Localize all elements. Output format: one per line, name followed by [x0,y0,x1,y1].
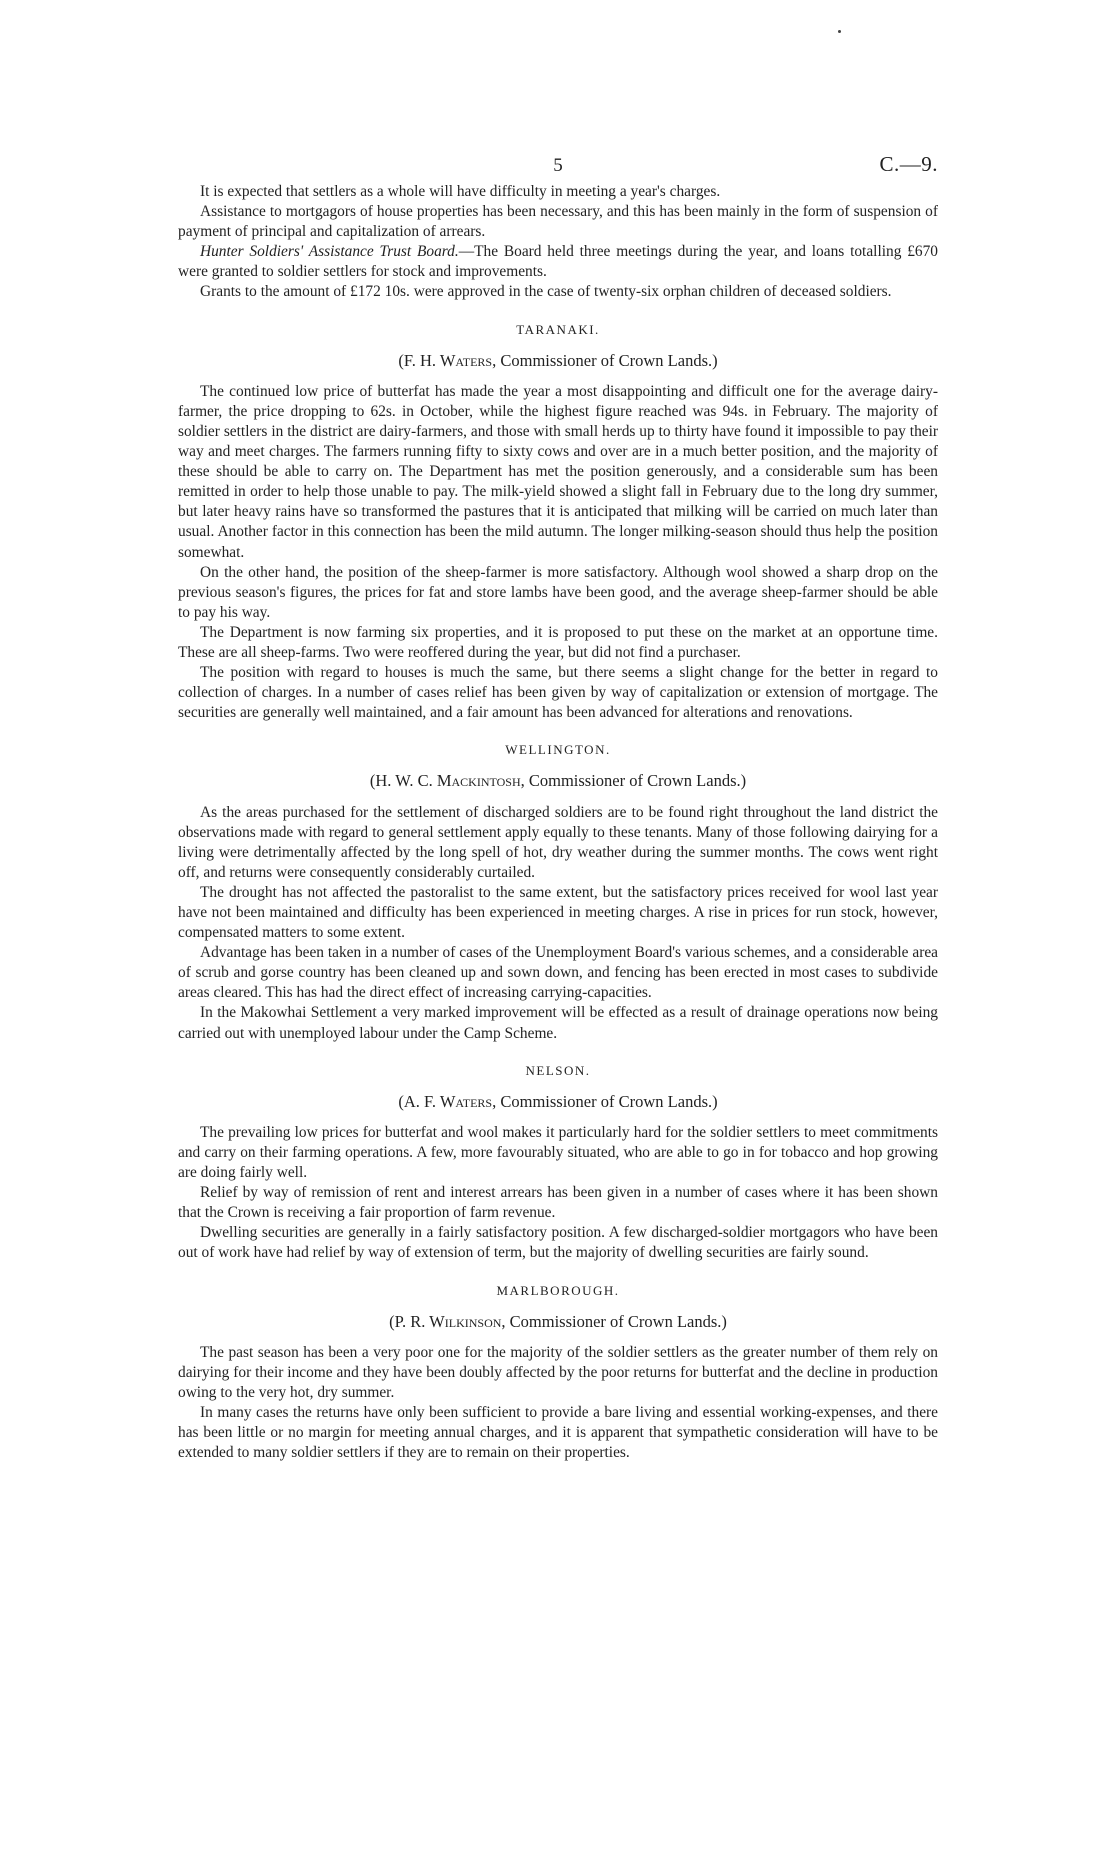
page-header [178,148,938,182]
commissioner-line: (P. R. Wilkinson, Commissioner of Crown Lands.) [389,1311,727,1331]
commissioner-line: (F. H. Waters, Commissioner of Crown Lands.) [398,350,718,370]
trust-board-text: —The Board held three meetings during the year, and loans totalling £670 were granted to soldier settlers for stock and improvements. [178,243,938,281]
document-page [178,148,938,1463]
body-paragraph: In the Makowhai Settlement a very marked improvement will be effected as a result of drainage operations now being carried out with unemployed labour under the Camp Scheme. [178,1004,938,1042]
ink-speck [838,30,841,33]
district-heading-taranaki: TARANAKI. [516,321,600,337]
district-heading-marlborough: MARLBOROUGH. [496,1282,620,1298]
trust-board-title: Hunter Soldiers' Assistance Trust Board. [200,243,459,261]
body-paragraph: Advantage has been taken in a number of cases of the Unemployment Board's various schemes, and a considerable area of scrub and gorse country has been cleaned up and sown down, and fencing has been erected in most cases to subdivide areas cleared. This has had the direct effect of increasing carrying-capacities. [178,944,938,1002]
body-paragraph: In many cases the returns have only been sufficient to provide a bare living and essential working-expenses, and there has been little or no margin for meeting annual charges, and it is apparent that sympathetic consideration will have to be extended to many soldier settlers if they are to remain on their properties. [178,1403,938,1462]
commissioner-name: P. R. Wilkinson [394,1311,502,1331]
body-paragraph: The continued low price of butterfat has made the year a most disappointing and difficult one for the average dairy-farmer, the price dropping to 62s. in October, while the highest figure reached was 94s. in February. The majority of soldier settlers in the district are dairy-farmers, and those with small herds up to thirty have found it impossible to pay their way and meet charges. The farmers running fifty to sixty cows and over are in a much better position, and the majority of these should be able to carry on. The Department has met the position generously, and a considerable sum has been remitted in order to help those unable to pay. The milk-yield showed a slight fall in February due to the long dry summer, but later heavy rains have so transformed the pastures that it is anticipated that milking will be carried on much later than usual. Another factor in this connection has been the mild autumn. The longer milking-season should thus help the position somewhat. [178,382,938,561]
page-number: 5 [553,155,563,176]
intro-paragraph: Assistance to mortgagors of house properties has been necessary, and this has been mainly in the form of suspension of payment of principal and capitalization of arrears. [178,203,938,241]
intro-paragraph: Grants to the amount of £172 10s. were approved in the case of twenty-six orphan children of deceased soldiers. [200,283,892,301]
body-paragraph: On the other hand, the position of the sheep-farmer is more satisfactory. Although wool showed a sharp drop on the previous season's figures, the prices for fat and store lambs have been good, and the average sheep-farmer should be able to pay his way. [178,563,938,621]
body-paragraph: Relief by way of remission of rent and interest arrears has been given in a number of cases where it has been shown that the Crown is receiving a fair proportion of farm revenue. [178,1184,938,1222]
commissioner-line: (H. W. C. Mackintosh, Commissioner of Crown Lands.) [369,771,747,791]
commissioner-name: F. H. Waters [403,350,493,370]
body-paragraph: The past season has been a very poor one for the majority of the soldier settlers as the greater number of them rely on dairying for their income and they have been doubly affected by the poor returns for butterfat and the decline in production owing to the very hot, dry summer. [178,1343,938,1401]
district-heading-wellington: WELLINGTON. [505,742,611,758]
intro-paragraph [178,242,938,282]
district-heading-nelson: NELSON. [525,1062,591,1078]
commissioner-name: A. F. Waters [403,1091,493,1111]
body-paragraph: The position with regard to houses is much the same, but there seems a slight change for the better in regard to collection of charges. In a number of cases relief has been given by way of capitalization or extension of mortgage. The securities are generally well maintained, and a fair amount has been advanced for alterations and renovations. [178,664,938,722]
body-paragraph: The drought has not affected the pastoralist to the same extent, but the satisfactory prices received for wool last year have not been maintained and difficulty has been experienced in meeting charges. A rise in prices for run stock, however, compensated matters to some extent. [178,883,938,942]
commissioner-name: H. W. C. Mackintosh [375,771,521,791]
body-paragraph: The Department is now farming six properties, and it is proposed to put these on the market at an opportune time. These are all sheep-farms. Two were reoffered during the year, but did not find a purchaser. [178,623,938,661]
intro-paragraph: It is expected that settlers as a whole will have difficulty in meeting a year's charges. [200,183,721,200]
body-paragraph: The prevailing low prices for butterfat and wool makes it particularly hard for the soldier settlers to meet commitments and carry on their farming operations. A few, more favourably situated, who are able to go in for tobacco and hop growing are doing fairly well. [178,1123,938,1182]
body-paragraph: Dwelling securities are generally in a fairly satisfactory position. A few discharged-soldier mortgagors who have been out of work have had relief by way of extension of term, but the majority of dwelling securities are fairly sound. [178,1224,938,1262]
body-paragraph: As the areas purchased for the settlement of discharged soldiers are to be found right throughout the land district the observations made with regard to general settlement apply equally to these tenants. Many of those following dairying for a living were detrimentally affected by the long spell of hot, dry weather during the summer months. The cows went right off, and returns were consequently considerably curtailed. [178,803,938,881]
commissioner-line: (A. F. Waters, Commissioner of Crown Lands.) [398,1091,718,1111]
document-code: C.—9. [879,152,938,176]
